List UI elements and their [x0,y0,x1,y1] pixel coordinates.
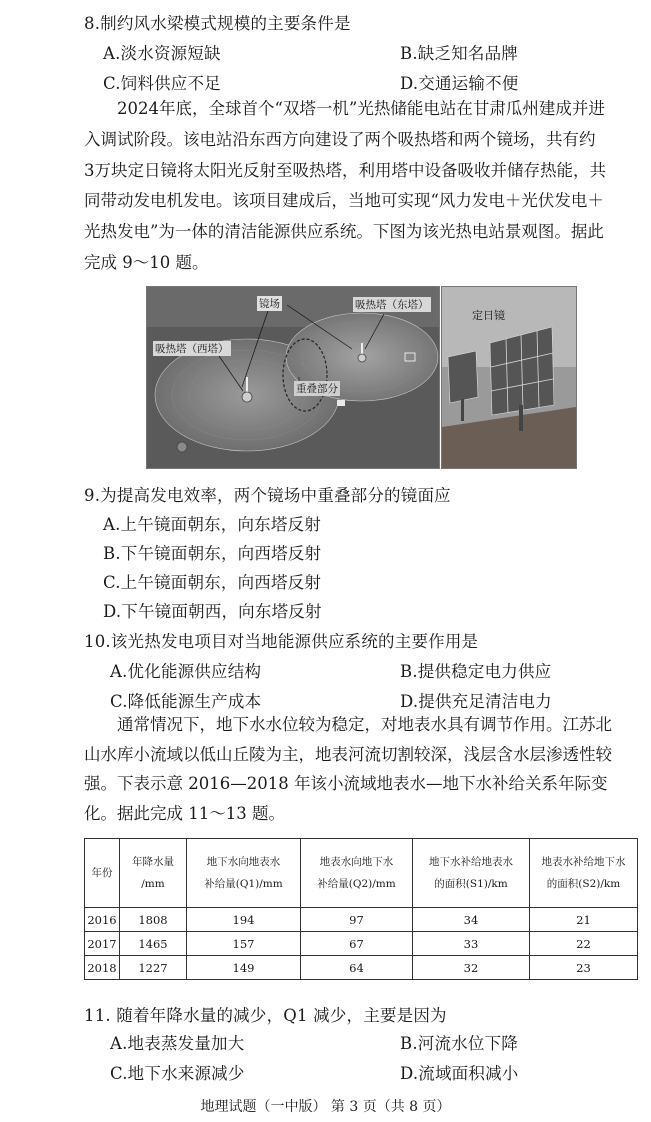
table-cell: 64 [301,956,413,980]
q11-option-b: B.河流水位下降 [400,1034,518,1053]
q9-option-c: C.上午镜面朝东，向西塔反射 [103,573,322,592]
label-overlap: 重叠部分 [296,383,338,395]
passage-1-line: 光热发电”为一体的清洁能源供应系统。下图为该光热电站景观图。据此 [84,222,604,242]
table-row [85,908,638,932]
table-cell: 2016 [85,908,120,932]
table-cell: 2017 [85,932,120,956]
q8-option-b: B.缺乏知名品牌 [400,44,518,63]
header-precipitation: 年降水量 /mm [120,839,187,908]
q8-option-a: A.淡水资源短缺 [103,44,221,63]
header-s2: 地表水补给地下水 的面积(S2)/km [530,839,638,908]
passage-1-line: 入调试阶段。该电站沿东西方向建设了两个吸热塔和两个镜场，共有约 [84,129,596,149]
label-west-tower: 吸热塔（西塔） [155,343,229,355]
table-cell: 97 [301,908,413,932]
q8-option-d: D.交通运输不便 [400,74,519,93]
q11-option-a: A.地表蒸发量加大 [110,1034,245,1053]
recharge-table [84,838,638,980]
table-cell: 67 [301,932,413,956]
passage-2-line: 山水库小流域以低山丘陵为主，地表河流切割较深，浅层含水层渗透性较 [84,744,612,764]
table-row [85,956,638,980]
q8-title: 8.制约风水梁模式规模的主要条件是 [84,14,351,33]
table-header-row [85,839,638,908]
label-east-tower: 吸热塔（东塔） [355,299,429,311]
table-cell: 2018 [85,956,120,980]
table-cell: 1808 [120,908,187,932]
table-cell: 1227 [120,956,187,980]
q11-option-c: C.地下水来源减少 [110,1064,245,1083]
passage-2-line: 通常情况下，地下水水位较为稳定，对地表水具有调节作用。江苏北 [117,715,612,734]
station-aerial-photo [146,286,440,469]
passage-2-line: 化。据此完成 11～13 题。 [84,803,285,823]
header-s1: 地下水补给地表水 的面积(S1)/km [413,839,530,908]
q9-option-a: A.上午镜面朝东，向东塔反射 [103,515,321,534]
q10-title: 10.该光热发电项目对当地能源供应系统的主要作用是 [84,632,479,651]
q9-option-b: B.下午镜面朝东，向西塔反射 [103,544,322,563]
table-cell: 32 [413,956,530,980]
q10-option-c: C.降低能源生产成本 [110,692,262,711]
table-cell: 194 [187,908,301,932]
label-heliostat: 定日镜 [472,309,505,322]
table-cell: 22 [530,932,638,956]
passage-1-line: 完成 9～10 题。 [84,252,209,272]
passage-2-line: 强。下表示意 2016—2018 年该小流域地表水—地下水补给关系年际变 [84,774,608,793]
table-row [85,932,638,956]
q8-option-c: C.饲料供应不足 [103,74,221,93]
label-mirror-field: 镜场 [259,298,280,310]
page-footer: 地理试题（一中版） 第 3 页（共 8 页） [200,1099,451,1115]
table-cell: 149 [187,956,301,980]
table-cell: 21 [530,908,638,932]
passage-2 [84,710,640,828]
heliostat-illustration [442,287,576,468]
q10-option-b: B.提供稳定电力供应 [400,662,552,681]
header-q1: 地下水向地表水 补给量(Q1)/mm [187,839,301,908]
heliostat-photo [441,286,577,469]
q10-option-a: A.优化能源供应结构 [110,662,262,681]
passage-1-line: 3万块定日镜将太阳光反射至吸热塔，利用塔中设备吸收并储存热能，共 [84,160,606,180]
table-cell: 23 [530,956,638,980]
q11-option-d: D.流域面积减小 [400,1064,519,1083]
q10-option-d: D.提供充足清洁电力 [400,692,552,711]
q9-title: 9.为提高发电效率，两个镜场中重叠部分的镜面应 [84,486,451,505]
passage-1 [84,94,640,279]
q11-title: 11. 随着年降水量的减少，Q1 减少，主要是因为 [84,1006,447,1025]
table-cell: 33 [413,932,530,956]
table-cell: 157 [187,932,301,956]
q9-option-d: D.下午镜面朝西，向东塔反射 [103,602,322,621]
header-q2: 地表水向地下水 补给量(Q2)/mm [301,839,413,908]
station-aerial-illustration [147,287,439,468]
passage-1-line: 2024年底，全球首个“双塔一机”光热储能电站在甘肃瓜州建成并进 [117,99,605,118]
table-cell: 34 [413,908,530,932]
passage-1-line: 同带动发电机发电。该项目建成后，当地可实现“风力发电＋光伏发电＋ [84,191,604,211]
header-year: 年份 [85,839,120,908]
table-cell: 1465 [120,932,187,956]
